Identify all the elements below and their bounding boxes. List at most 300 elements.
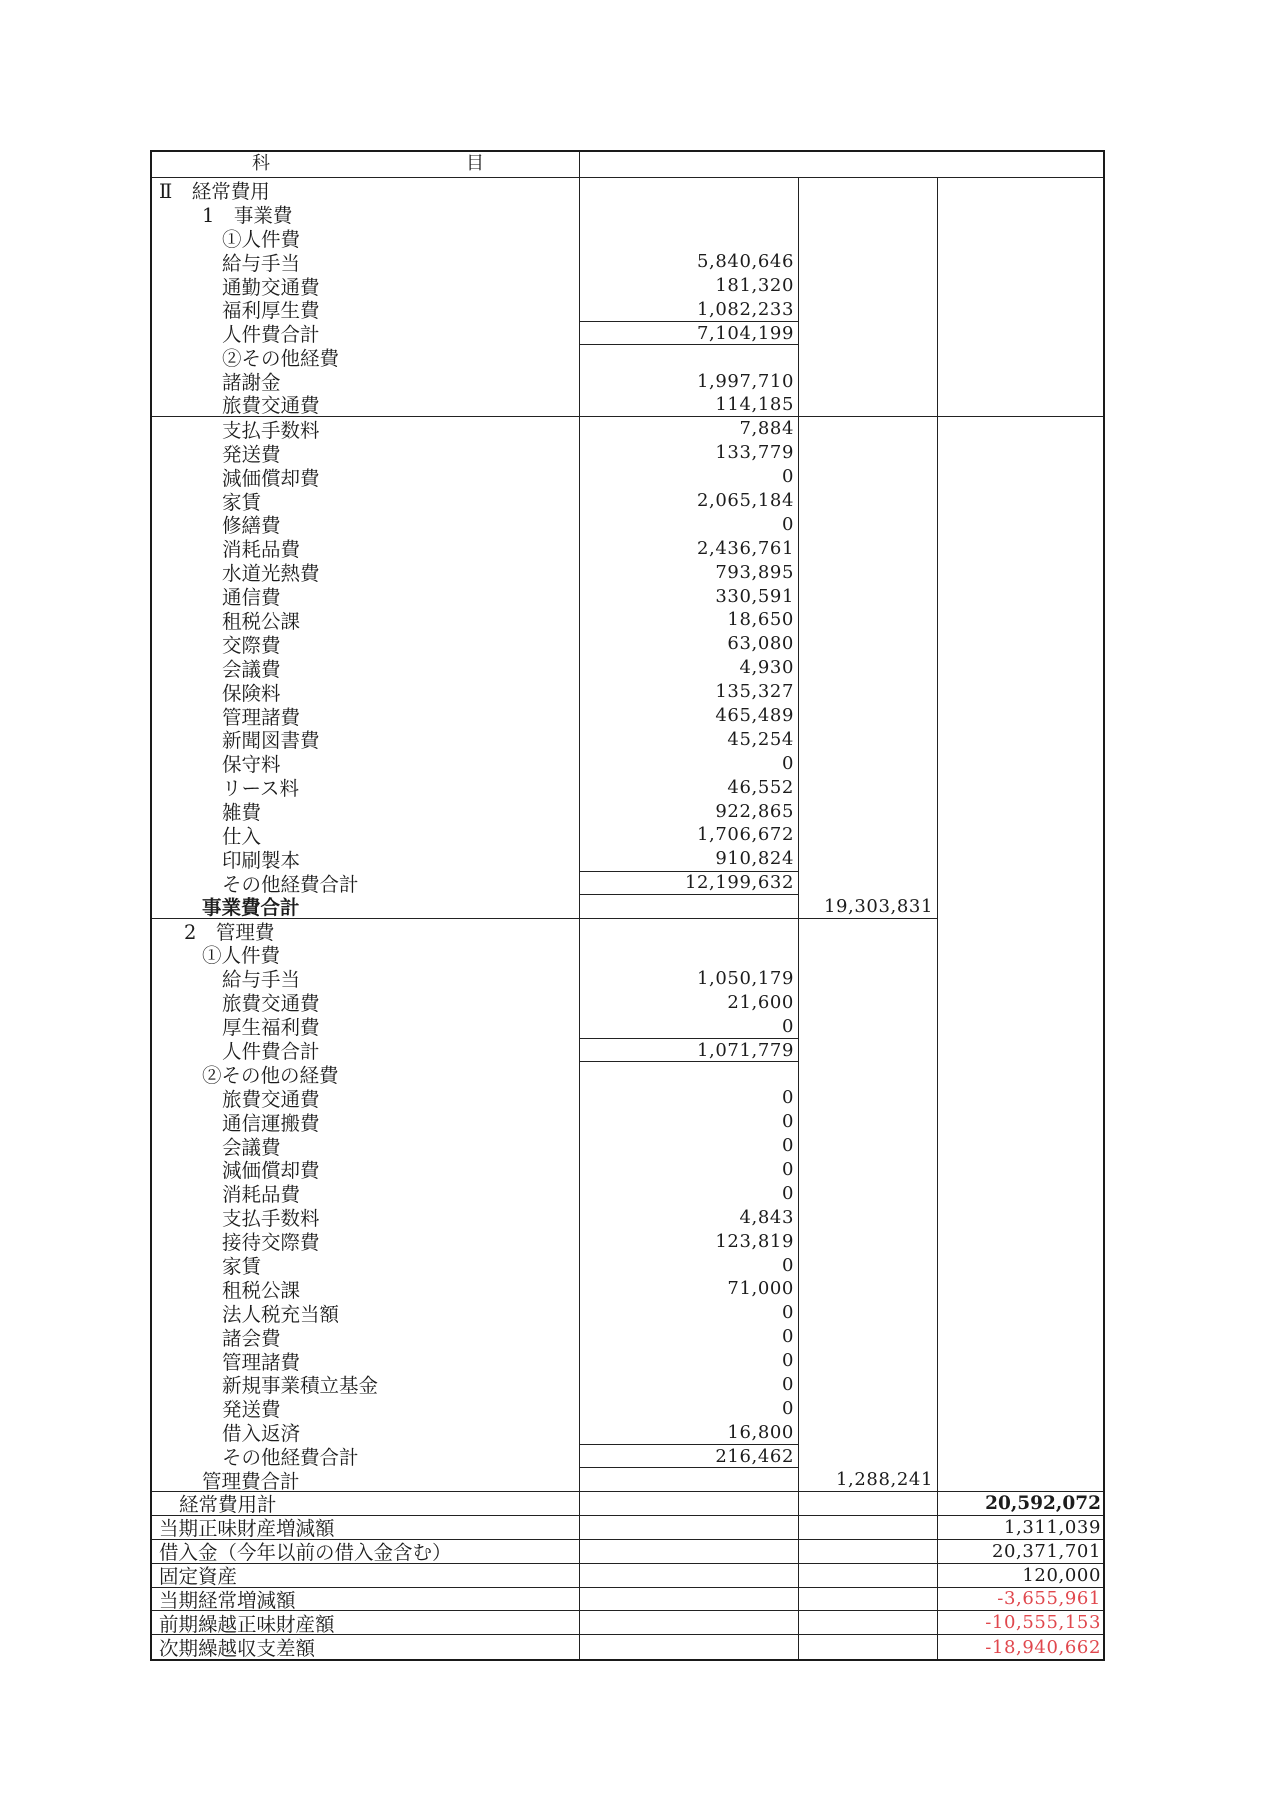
blank-cell — [799, 1110, 938, 1134]
line-item-label: 福利厚生費 — [152, 297, 580, 321]
line-item-row — [152, 1373, 1103, 1397]
blank-cell — [799, 1181, 938, 1205]
blank-cell — [938, 321, 1103, 345]
subtotal-amount: 1,071,779 — [580, 1038, 799, 1062]
line-item-amount: 1,997,710 — [580, 369, 799, 393]
summary-amount: 120,000 — [1022, 1564, 1101, 1586]
ordinary-expenses-heading: Ⅱ 経常費用 — [152, 178, 580, 202]
section-heading-row — [152, 202, 1103, 226]
subtotal-label: その他経費合計 — [152, 871, 580, 895]
blank-cell — [938, 1086, 1103, 1110]
section-heading-row — [152, 178, 1103, 202]
blank-cell — [938, 727, 1103, 751]
blank-cell — [938, 465, 1103, 489]
blank-cell — [938, 1110, 1103, 1134]
blank-cell — [938, 943, 1103, 967]
blank-cell — [799, 536, 938, 560]
blank-cell — [580, 895, 799, 919]
line-item-label: 通信運搬費 — [152, 1110, 580, 1134]
blank-cell — [938, 250, 1103, 274]
line-item-label: 租税公課 — [152, 1277, 580, 1301]
blank-cell — [938, 847, 1103, 871]
line-item-amount: 114,185 — [580, 393, 799, 416]
line-item-label: 消耗品費 — [152, 536, 580, 560]
blank-cell — [799, 1373, 938, 1397]
line-item-row — [152, 1014, 1103, 1038]
blank-cell — [799, 250, 938, 274]
line-item-amount: 922,865 — [580, 799, 799, 823]
line-item-row — [152, 1134, 1103, 1158]
blank-cell — [799, 1038, 938, 1062]
blank-cell — [938, 1373, 1103, 1397]
blank-cell — [938, 871, 1103, 895]
blank-cell — [580, 1611, 799, 1634]
summary-row — [152, 1564, 1103, 1588]
blank-cell — [799, 1014, 938, 1038]
blank-cell — [799, 1588, 938, 1611]
line-item-row — [152, 393, 1103, 417]
line-item-label: 通勤交通費 — [152, 274, 580, 298]
blank-cell — [938, 895, 1103, 919]
blank-cell — [799, 1134, 938, 1158]
line-item-amount: 123,819 — [580, 1229, 799, 1253]
expense-statement-table — [150, 150, 1105, 1661]
blank-cell — [799, 966, 938, 990]
line-item-row — [152, 1420, 1103, 1444]
ordinary-expenses-total-row — [152, 1492, 1103, 1516]
line-item-label: 接待交際費 — [152, 1229, 580, 1253]
blank-cell — [938, 1181, 1103, 1205]
line-item-amount: 5,840,646 — [580, 250, 799, 274]
blank-cell — [580, 178, 799, 202]
line-item-row — [152, 297, 1103, 321]
line-item-row — [152, 369, 1103, 393]
blank-cell — [799, 202, 938, 226]
blank-cell — [799, 704, 938, 728]
blank-cell — [938, 1229, 1103, 1253]
blank-cell — [938, 680, 1103, 704]
line-item-amount: 0 — [580, 1373, 799, 1397]
line-item-amount: 46,552 — [580, 775, 799, 799]
line-item-amount: 0 — [580, 1014, 799, 1038]
line-item-label: 家賃 — [152, 489, 580, 513]
line-item-amount: 0 — [580, 465, 799, 489]
blank-cell — [799, 297, 938, 321]
summary-label: 当期経常増減額 — [152, 1588, 580, 1611]
blank-cell — [799, 1325, 938, 1349]
line-item-label: 新規事業積立基金 — [152, 1373, 580, 1397]
line-item-label: 旅費交通費 — [152, 1086, 580, 1110]
blank-cell — [938, 226, 1103, 250]
line-item-row — [152, 274, 1103, 298]
line-item-amount: 0 — [580, 1396, 799, 1420]
line-item-label: 発送費 — [152, 1396, 580, 1420]
business-total-label: 事業費合計 — [152, 895, 580, 919]
blank-cell — [799, 274, 938, 298]
business-other-heading-row — [152, 345, 1103, 369]
blank-cell — [799, 1564, 938, 1587]
line-item-amount: 0 — [580, 1253, 799, 1277]
blank-cell — [799, 871, 938, 895]
blank-cell — [938, 1349, 1103, 1373]
line-item-row — [152, 1325, 1103, 1349]
line-item-label: 借入返済 — [152, 1420, 580, 1444]
subtotal-amount: 12,199,632 — [580, 871, 799, 895]
line-item-label: 修繕費 — [152, 512, 580, 536]
blank-cell — [938, 751, 1103, 775]
blank-cell — [938, 990, 1103, 1014]
blank-cell — [799, 1301, 938, 1325]
line-item-label: 管理諸費 — [152, 1349, 580, 1373]
line-item-row — [152, 441, 1103, 465]
line-item-amount: 0 — [580, 1110, 799, 1134]
blank-cell — [938, 536, 1103, 560]
blank-cell — [580, 202, 799, 226]
summary-label: 当期正味財産増減額 — [152, 1516, 580, 1539]
line-item-label: 諸会費 — [152, 1325, 580, 1349]
blank-cell — [799, 1086, 938, 1110]
admin-total-amount: 1,288,241 — [799, 1468, 938, 1491]
blank-cell — [799, 512, 938, 536]
line-item-row — [152, 417, 1103, 441]
blank-cell — [938, 584, 1103, 608]
summary-label: 固定資産 — [152, 1564, 580, 1587]
line-item-row — [152, 1349, 1103, 1373]
blank-cell — [799, 1205, 938, 1229]
line-item-amount: 181,320 — [580, 274, 799, 298]
line-item-amount: 0 — [580, 1181, 799, 1205]
line-item-row — [152, 704, 1103, 728]
line-item-row — [152, 847, 1103, 871]
blank-cell — [938, 1444, 1103, 1468]
blank-cell — [938, 1062, 1103, 1086]
line-item-label: 雑費 — [152, 799, 580, 823]
line-item-amount: 4,843 — [580, 1205, 799, 1229]
line-item-label: 仕入 — [152, 823, 580, 847]
line-item-amount: 21,600 — [580, 990, 799, 1014]
ordinary-expenses-total-amount: 20,592,072 — [985, 1492, 1101, 1514]
summary-row — [152, 1611, 1103, 1635]
line-item-row — [152, 1277, 1103, 1301]
blank-cell — [799, 680, 938, 704]
blank-cell — [938, 369, 1103, 393]
line-item-row — [152, 990, 1103, 1014]
line-item-label: 管理諸費 — [152, 704, 580, 728]
line-item-row — [152, 751, 1103, 775]
blank-cell — [938, 608, 1103, 632]
line-item-label: 消耗品費 — [152, 1181, 580, 1205]
business-personnel-heading: ①人件費 — [152, 226, 580, 250]
business-expenses-heading: 1 事業費 — [152, 202, 580, 226]
blank-cell — [799, 489, 938, 513]
line-item-label: 諸謝金 — [152, 369, 580, 393]
line-item-row — [152, 489, 1103, 513]
blank-cell — [580, 1492, 799, 1515]
blank-cell — [938, 799, 1103, 823]
summary-label: 次期繰越収支差額 — [152, 1635, 580, 1659]
line-item-row — [152, 250, 1103, 274]
blank-cell — [799, 1540, 938, 1563]
summary-amount: -18,940,662 — [985, 1636, 1101, 1658]
blank-cell — [580, 1516, 799, 1539]
subtotal-label: 人件費合計 — [152, 1038, 580, 1062]
subtotal-label: 人件費合計 — [152, 321, 580, 345]
line-item-row — [152, 775, 1103, 799]
line-item-label: 減価償却費 — [152, 1158, 580, 1182]
admin-personnel-heading: ①人件費 — [152, 943, 580, 967]
blank-cell — [799, 1516, 938, 1539]
blank-cell — [580, 345, 799, 369]
line-item-label: 法人税充当額 — [152, 1301, 580, 1325]
line-item-label: 保険料 — [152, 680, 580, 704]
line-item-row — [152, 1110, 1103, 1134]
line-item-label: 家賃 — [152, 1253, 580, 1277]
business-personnel-heading-row — [152, 226, 1103, 250]
line-item-amount: 63,080 — [580, 632, 799, 656]
line-item-row — [152, 536, 1103, 560]
line-item-amount: 1,082,233 — [580, 297, 799, 321]
summary-amount: 1,311,039 — [1003, 1516, 1101, 1538]
blank-cell — [799, 1349, 938, 1373]
blank-cell — [938, 202, 1103, 226]
line-item-row — [152, 608, 1103, 632]
business-personnel-subtotal-row — [152, 321, 1103, 345]
admin-total-label: 管理費合計 — [152, 1468, 580, 1491]
line-item-row — [152, 1229, 1103, 1253]
line-item-amount: 0 — [580, 1301, 799, 1325]
blank-cell — [938, 1205, 1103, 1229]
blank-cell — [580, 1062, 799, 1086]
line-item-row — [152, 584, 1103, 608]
line-item-amount: 1,706,672 — [580, 823, 799, 847]
line-item-label: 保守料 — [152, 751, 580, 775]
blank-cell — [938, 441, 1103, 465]
blank-cell — [799, 919, 938, 943]
line-item-amount: 330,591 — [580, 584, 799, 608]
blank-cell — [938, 1158, 1103, 1182]
line-item-amount: 71,000 — [580, 1277, 799, 1301]
blank-cell — [799, 1277, 938, 1301]
table-header-row — [152, 152, 1103, 178]
blank-cell — [799, 226, 938, 250]
blank-cell — [938, 775, 1103, 799]
line-item-amount: 0 — [580, 751, 799, 775]
subtotal-amount: 216,462 — [580, 1444, 799, 1468]
line-item-amount: 133,779 — [580, 441, 799, 465]
blank-cell — [580, 943, 799, 967]
line-item-row — [152, 632, 1103, 656]
line-item-label: 支払手数料 — [152, 1205, 580, 1229]
line-item-row — [152, 1396, 1103, 1420]
line-item-amount: 16,800 — [580, 1420, 799, 1444]
line-item-row — [152, 560, 1103, 584]
line-item-label: 発送費 — [152, 441, 580, 465]
blank-cell — [799, 1492, 938, 1515]
blank-cell — [938, 297, 1103, 321]
blank-cell — [799, 847, 938, 871]
blank-cell — [799, 369, 938, 393]
line-item-label: リース料 — [152, 775, 580, 799]
blank-cell — [580, 1468, 799, 1491]
line-item-label: 会議費 — [152, 656, 580, 680]
blank-cell — [799, 608, 938, 632]
blank-cell — [799, 1229, 938, 1253]
summary-row — [152, 1588, 1103, 1612]
line-item-label: 減価償却費 — [152, 465, 580, 489]
line-item-row — [152, 727, 1103, 751]
business-other-subtotal-row — [152, 871, 1103, 895]
blank-cell — [799, 178, 938, 202]
blank-cell — [938, 1253, 1103, 1277]
subject-header — [152, 152, 580, 177]
blank-cell — [938, 1038, 1103, 1062]
line-item-label: 水道光熱費 — [152, 560, 580, 584]
admin-personnel-subtotal-row — [152, 1038, 1103, 1062]
line-item-amount: 0 — [580, 1325, 799, 1349]
line-item-amount: 0 — [580, 1134, 799, 1158]
subtotal-amount: 7,104,199 — [580, 321, 799, 345]
blank-cell — [799, 775, 938, 799]
blank-cell — [799, 656, 938, 680]
blank-cell — [938, 1396, 1103, 1420]
blank-cell — [938, 1420, 1103, 1444]
blank-cell — [799, 1635, 938, 1659]
blank-cell — [938, 1301, 1103, 1325]
summary-label: 前期繰越正味財産額 — [152, 1611, 580, 1634]
admin-personnel-heading-row — [152, 943, 1103, 967]
line-item-label: 租税公課 — [152, 608, 580, 632]
blank-cell — [799, 823, 938, 847]
blank-cell — [580, 1540, 799, 1563]
line-item-label: 給与手当 — [152, 966, 580, 990]
blank-cell — [938, 345, 1103, 369]
line-item-row — [152, 1181, 1103, 1205]
line-item-amount: 0 — [580, 1086, 799, 1110]
line-item-label: 給与手当 — [152, 250, 580, 274]
summary-row — [152, 1516, 1103, 1540]
blank-cell — [799, 943, 938, 967]
line-item-row — [152, 1205, 1103, 1229]
blank-cell — [580, 1635, 799, 1659]
line-item-row — [152, 465, 1103, 489]
blank-cell — [938, 417, 1103, 441]
blank-cell — [580, 1564, 799, 1587]
summary-row — [152, 1635, 1103, 1659]
blank-cell — [799, 417, 938, 441]
line-item-amount: 1,050,179 — [580, 966, 799, 990]
line-item-amount: 18,650 — [580, 608, 799, 632]
line-item-amount: 0 — [580, 1158, 799, 1182]
blank-cell — [938, 704, 1103, 728]
line-item-amount: 0 — [580, 512, 799, 536]
line-item-label: 交際費 — [152, 632, 580, 656]
blank-cell — [938, 560, 1103, 584]
business-other-heading: ②その他経費 — [152, 345, 580, 369]
blank-cell — [580, 919, 799, 943]
blank-cell — [799, 560, 938, 584]
blank-cell — [799, 393, 938, 416]
admin-total-row — [152, 1468, 1103, 1492]
line-item-label: 支払手数料 — [152, 417, 580, 441]
line-item-row — [152, 823, 1103, 847]
blank-cell — [938, 1325, 1103, 1349]
line-item-amount: 45,254 — [580, 727, 799, 751]
blank-cell — [799, 799, 938, 823]
blank-cell — [938, 1134, 1103, 1158]
line-item-row — [152, 1253, 1103, 1277]
line-item-label: 旅費交通費 — [152, 990, 580, 1014]
admin-other-heading: ②その他の経費 — [152, 1062, 580, 1086]
blank-cell — [799, 441, 938, 465]
blank-cell — [938, 1277, 1103, 1301]
blank-cell — [799, 990, 938, 1014]
blank-cell — [938, 512, 1103, 536]
summary-amount: -10,555,153 — [985, 1612, 1101, 1634]
subject-header-right-char: 目 — [466, 153, 484, 174]
line-item-amount: 910,824 — [580, 847, 799, 871]
blank-cell — [938, 966, 1103, 990]
blank-cell — [799, 465, 938, 489]
blank-cell — [938, 1014, 1103, 1038]
line-item-amount: 7,884 — [580, 417, 799, 441]
business-total-amount: 19,303,831 — [799, 895, 938, 919]
line-item-label: 旅費交通費 — [152, 393, 580, 416]
summary-row — [152, 1540, 1103, 1564]
line-item-row — [152, 1086, 1103, 1110]
admin-other-subtotal-row — [152, 1444, 1103, 1468]
blank-cell — [799, 1396, 938, 1420]
line-item-row — [152, 1158, 1103, 1182]
line-item-label: 会議費 — [152, 1134, 580, 1158]
blank-cell — [938, 274, 1103, 298]
amount-header-area — [580, 152, 1103, 177]
line-item-label: 通信費 — [152, 584, 580, 608]
blank-cell — [938, 489, 1103, 513]
blank-cell — [580, 226, 799, 250]
line-item-row — [152, 512, 1103, 536]
line-item-amount: 2,436,761 — [580, 536, 799, 560]
blank-cell — [938, 823, 1103, 847]
line-item-row — [152, 799, 1103, 823]
blank-cell — [799, 727, 938, 751]
blank-cell — [799, 345, 938, 369]
line-item-amount: 135,327 — [580, 680, 799, 704]
blank-cell — [799, 584, 938, 608]
summary-label: 借入金（今年以前の借入金含む） — [152, 1540, 580, 1563]
blank-cell — [938, 1468, 1103, 1491]
blank-cell — [799, 1420, 938, 1444]
statement-body — [152, 178, 1103, 1659]
line-item-row — [152, 1301, 1103, 1325]
line-item-label: 新聞図書費 — [152, 727, 580, 751]
line-item-label: 印刷製本 — [152, 847, 580, 871]
line-item-row — [152, 680, 1103, 704]
subtotal-label: その他経費合計 — [152, 1444, 580, 1468]
section-heading-row — [152, 919, 1103, 943]
summary-amount: 20,371,701 — [991, 1540, 1101, 1562]
blank-cell — [799, 321, 938, 345]
subject-header-left-char: 科 — [252, 153, 270, 174]
blank-cell — [938, 393, 1103, 416]
summary-amount: -3,655,961 — [997, 1588, 1101, 1610]
blank-cell — [938, 656, 1103, 680]
blank-cell — [799, 632, 938, 656]
blank-cell — [799, 1158, 938, 1182]
blank-cell — [799, 751, 938, 775]
line-item-row — [152, 656, 1103, 680]
blank-cell — [938, 919, 1103, 943]
admin-expenses-heading: 2 管理費 — [152, 919, 580, 943]
